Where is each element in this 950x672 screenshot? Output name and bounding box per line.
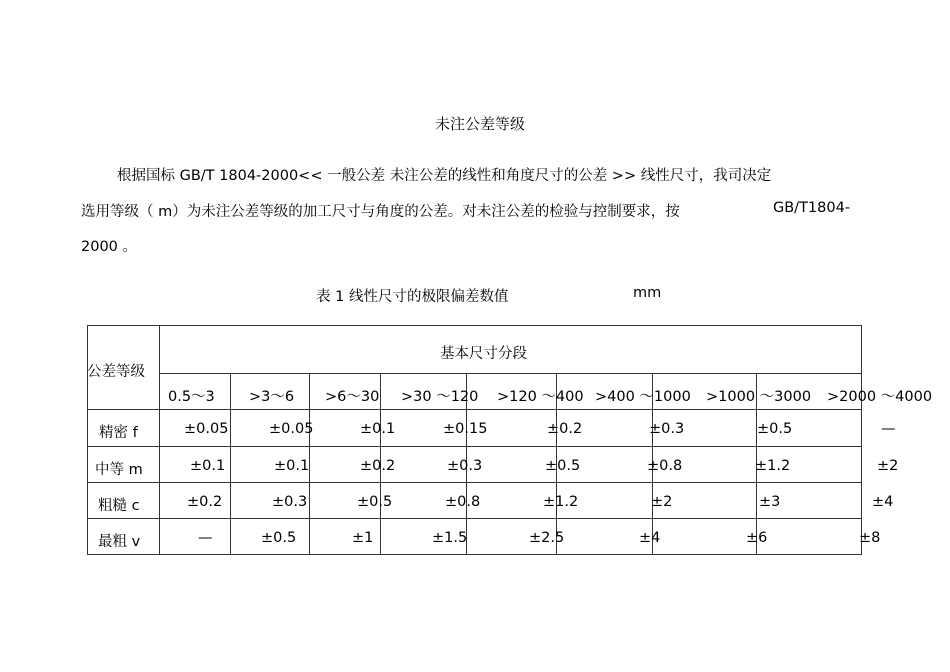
paragraph-line-3: 2000 。 — [81, 239, 138, 255]
table-cell: ±0.8 — [445, 494, 481, 510]
column-header: 0.5～3 — [168, 389, 215, 405]
column-header: >2000 ～4000 — [827, 389, 933, 405]
table-cell: ±0.2 — [187, 494, 223, 510]
paragraph-line-1: 根据国标 GB/T 1804-2000<< 一般公差 未注公差的线性和角度尺寸的公差 >> 线性尺寸，我司决定 — [117, 168, 772, 184]
table-cell: — — [881, 421, 896, 437]
table-cell: ±0.5 — [757, 421, 793, 437]
table-cell: ±3 — [759, 494, 781, 510]
table-cell: ±6 — [746, 530, 768, 546]
table-cell: ±0.5 — [545, 458, 581, 474]
grade-label: 粗糙 c — [98, 498, 140, 514]
grade-header: 公差等级 — [87, 364, 145, 380]
column-header: >120 ～400 — [497, 389, 584, 405]
column-header: >1000 ～3000 — [706, 389, 812, 405]
table-cell: ±0.1 — [360, 421, 396, 437]
table-cell: ±0.05 — [184, 421, 229, 437]
table-cell: — — [198, 530, 213, 546]
table-cell: ±0.5 — [357, 494, 393, 510]
column-header: >3～6 — [249, 389, 295, 405]
table-cell: ±0.1 — [274, 458, 310, 474]
grade-label: 精密 f — [99, 425, 138, 441]
table-cell: ±0.1 — [190, 458, 226, 474]
table-cell: ±0.2 — [547, 421, 583, 437]
tolerance-table — [87, 325, 933, 555]
table-cell: ±2.5 — [529, 530, 565, 546]
table-cell: ±2 — [651, 494, 673, 510]
table-cell: ±0.2 — [360, 458, 396, 474]
column-header: >6～30 — [325, 389, 380, 405]
table-cell: ±0.3 — [649, 421, 685, 437]
table-cell: ±1 — [352, 530, 374, 546]
table-cell: ±4 — [639, 530, 661, 546]
table-cell: ±1.2 — [543, 494, 579, 510]
grade-label: 中等 m — [95, 462, 143, 478]
column-header: >400 ～1000 — [595, 389, 691, 405]
size-range-header: 基本尺寸分段 — [440, 346, 527, 362]
paragraph-line-2: 选用等级（ m）为未注公差等级的加工尺寸与角度的公差。对未注公差的检验与控制要求，按 — [81, 204, 680, 220]
table-cell: ±0.8 — [647, 458, 683, 474]
table-cell: ±0.05 — [269, 421, 314, 437]
table-cell: ±0.15 — [443, 421, 488, 437]
table-unit: mm — [633, 285, 662, 301]
table-cell: ±1.2 — [755, 458, 791, 474]
table-cell: ±0.3 — [272, 494, 308, 510]
paragraph-standard-ref: GB/T1804- — [773, 200, 851, 216]
table-cell: ±4 — [872, 494, 894, 510]
page-title: 未注公差等级 — [434, 115, 525, 133]
column-header: >30 ～120 — [401, 389, 479, 405]
table-cell: ±0.5 — [261, 530, 297, 546]
table-cell: ±8 — [859, 530, 881, 546]
table-cell: ±1.5 — [432, 530, 468, 546]
table-caption: 表 1 线性尺寸的极限偏差数值 — [316, 289, 509, 305]
grade-label: 最粗 v — [98, 534, 141, 550]
table-cell: ±2 — [877, 458, 899, 474]
table-cell: ±0.3 — [447, 458, 483, 474]
